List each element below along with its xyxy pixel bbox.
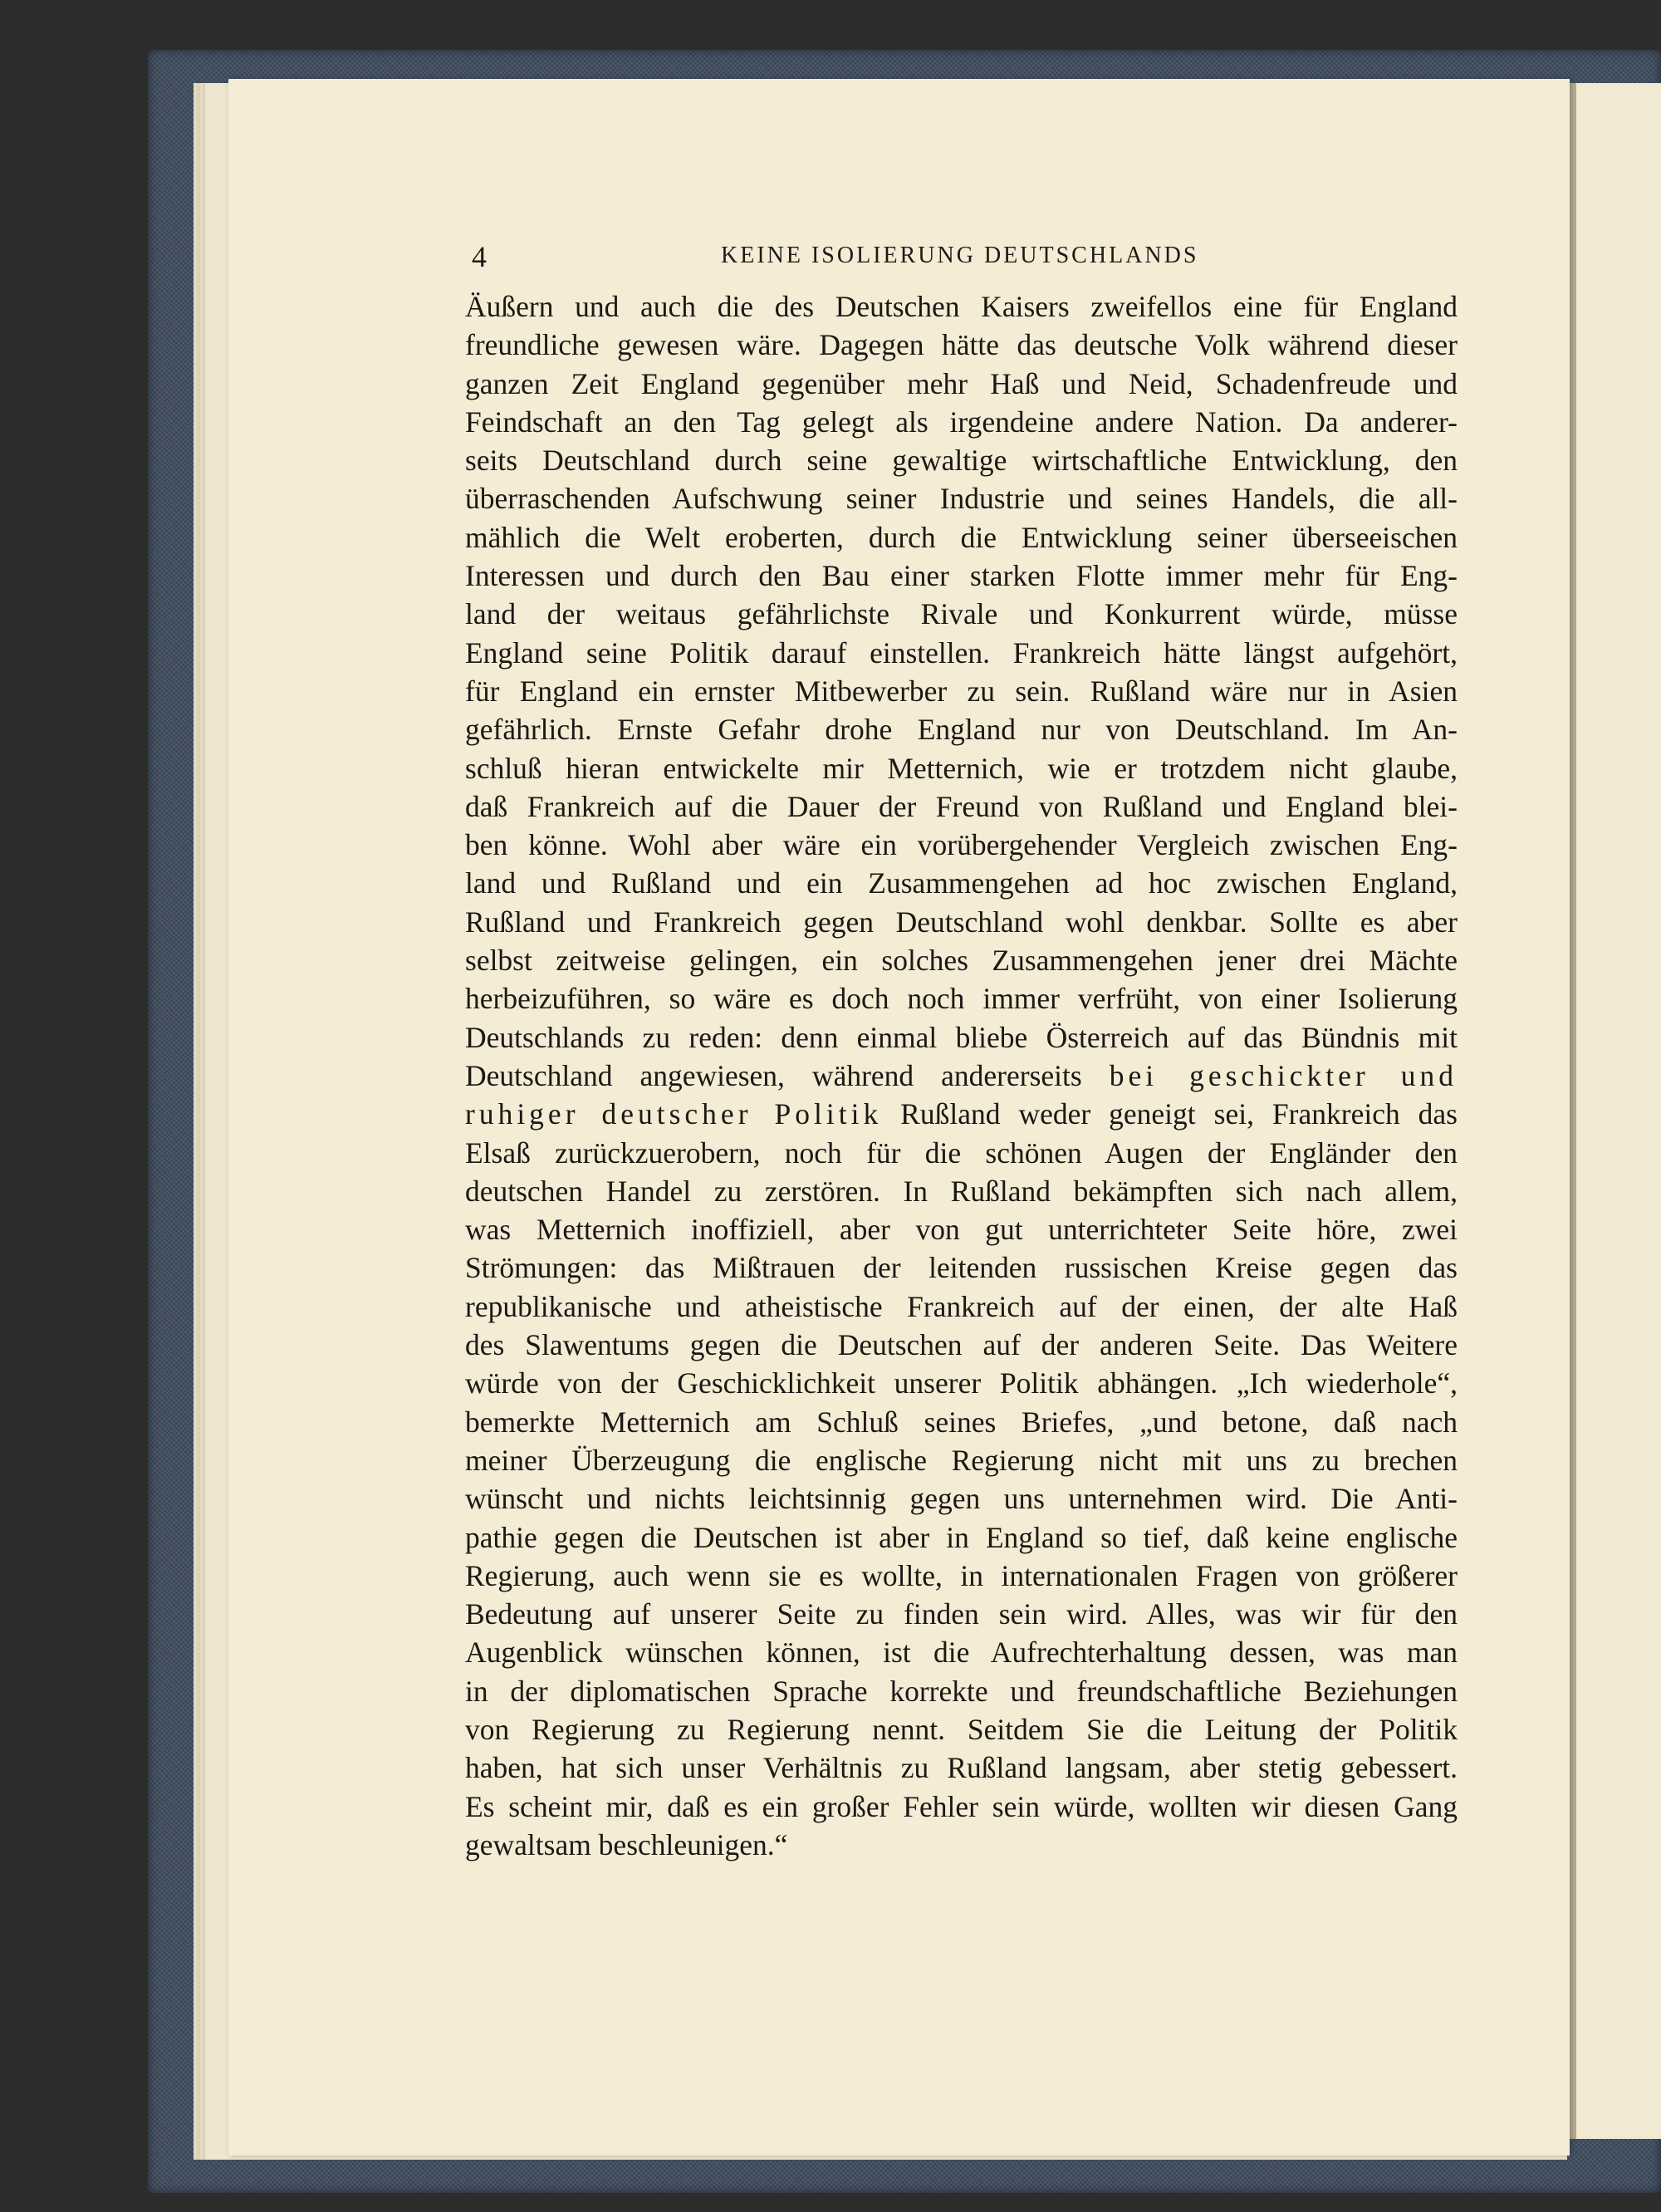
text-line: Bedeutung auf unserer Seite zu finden sein wird. Alles, was wir für den [465, 1597, 1458, 1631]
text-line: deutschen Handel zu zerstören. In Rußland bekämpften sich nach allem, [465, 1174, 1458, 1208]
text-line: Feindschaft an den Tag gelegt als irgendeine andere Nation. Da anderer- [465, 405, 1458, 439]
text-line: gefährlich. Ernste Gefahr drohe England nur von Deutschland. Im An- [465, 713, 1458, 747]
text-line-mixed [465, 1057, 1458, 1095]
text-line: Deutschlands zu reden: denn einmal bliebe Österreich auf das Bündnis mit [465, 1020, 1458, 1054]
text-line: herbeizuführen, so wäre es doch noch immer verfrüht, von einer Isolierung [465, 982, 1458, 1016]
text-line: pathie gegen die Deutschen ist aber in England so tief, daß keine englische [465, 1520, 1458, 1554]
text-line: daß Frankreich auf die Dauer der Freund von Rußland und England blei- [465, 789, 1458, 823]
text-line: mählich die Welt eroberten, durch die Entwicklung seiner überseeischen [465, 520, 1458, 554]
text-line: Augenblick wünschen können, ist die Aufrechterhaltung dessen, was man [465, 1636, 1458, 1670]
text-line: Es scheint mir, daß es ein großer Fehler sein würde, wollten wir diesen Gang [465, 1789, 1458, 1823]
text-line: des Slawentums gegen die Deutschen auf der anderen Seite. Das Weitere [465, 1328, 1458, 1362]
text-line: in der diplomatischen Sprache korrekte und freundschaftliche Beziehungen [465, 1674, 1458, 1708]
page-number: 4 [472, 240, 487, 273]
text-line: Rußland und Frankreich gegen Deutschland wohl denkbar. Sollte es aber [465, 905, 1458, 939]
text-line: Regierung, auch wenn sie es wollte, in internationalen Fragen von größerer [465, 1558, 1458, 1592]
page-header [472, 239, 1468, 281]
text-line: selbst zeitweise gelingen, ein solches Zusammengehen jener drei Mächte [465, 944, 1458, 978]
text-segment: Rußland weder geneigt sei, Frankreich das [882, 1097, 1458, 1131]
running-title: KEINE ISOLIERUNG DEUTSCHLANDS [721, 243, 1199, 268]
facing-page-edge [1570, 83, 1661, 2139]
text-line: land und Rußland und ein Zusammengehen ad hoc zwischen England, [465, 866, 1458, 900]
text-line: bemerkte Metternich am Schluß seines Briefes, „und betone, daß nach [465, 1405, 1458, 1439]
text-line: freundliche gewesen wäre. Dagegen hätte das deutsche Volk während dieser [465, 328, 1458, 362]
text-line-last: gewaltsam beschleunigen.“ [465, 1827, 788, 1861]
text-line: Strömungen: das Mißtrauen der leitenden russischen Kreise gegen das [465, 1251, 1458, 1285]
text-line: Elsaß zurückzuerobern, noch für die schönen Augen der Engländer den [465, 1135, 1458, 1170]
text-line: meiner Überzeugung die englische Regierung nicht mit uns zu brechen [465, 1443, 1458, 1477]
text-line: von Regierung zu Regierung nennt. Seitdem Sie die Leitung der Politik [465, 1712, 1458, 1746]
text-line: seits Deutschland durch seine gewaltige wirtschaftliche Entwicklung, den [465, 444, 1458, 478]
text-line: Äußern und auch die des Deutschen Kaisers zweifellos eine für England [465, 290, 1458, 323]
text-line: würde von der Geschicklichkeit unserer Politik abhängen. „Ich wiederhole“, [465, 1366, 1458, 1400]
text-line: was Metternich inoffiziell, aber von gut unterrichteter Seite höre, zwei [465, 1213, 1458, 1247]
text-line: ganzen Zeit England gegenüber mehr Haß und Neid, Schadenfreude und [465, 366, 1458, 400]
text-line: Interessen und durch den Bau einer starken Flotte immer mehr für Eng- [465, 559, 1458, 593]
emphasis-spaced-text: ruhiger deutscher Politik [465, 1097, 883, 1131]
text-line: England seine Politik darauf einstellen. Frankreich hätte längst aufgehört, [465, 635, 1458, 669]
text-line: republikanische und atheistische Frankreich auf der einen, der alte Haß [465, 1289, 1458, 1323]
text-line: für England ein ernster Mitbewerber zu sein. Rußland wäre nur in Asien [465, 674, 1458, 708]
body-text [465, 287, 1458, 1864]
emphasis-spaced-text: bei geschickter und [1109, 1058, 1458, 1092]
text-line: haben, hat sich unser Verhältnis zu Rußland langsam, aber stetig gebessert. [465, 1751, 1458, 1785]
text-line: ben könne. Wohl aber wäre ein vorübergehender Vergleich zwischen Eng- [465, 828, 1458, 862]
text-line: wünscht und nichts leichtsinnig gegen uns unternehmen wird. Die Anti- [465, 1482, 1458, 1516]
text-line: überraschenden Aufschwung seiner Industrie und seines Handels, die all- [465, 482, 1458, 516]
text-line: land der weitaus gefährlichste Rivale und Konkurrent würde, müsse [465, 597, 1458, 631]
text-segment: Deutschland angewiesen, während andererseits [465, 1058, 1110, 1092]
text-line-mixed [465, 1095, 1458, 1133]
text-line: schluß hieran entwickelte mir Metternich, wie er trotzdem nicht glaube, [465, 751, 1458, 785]
